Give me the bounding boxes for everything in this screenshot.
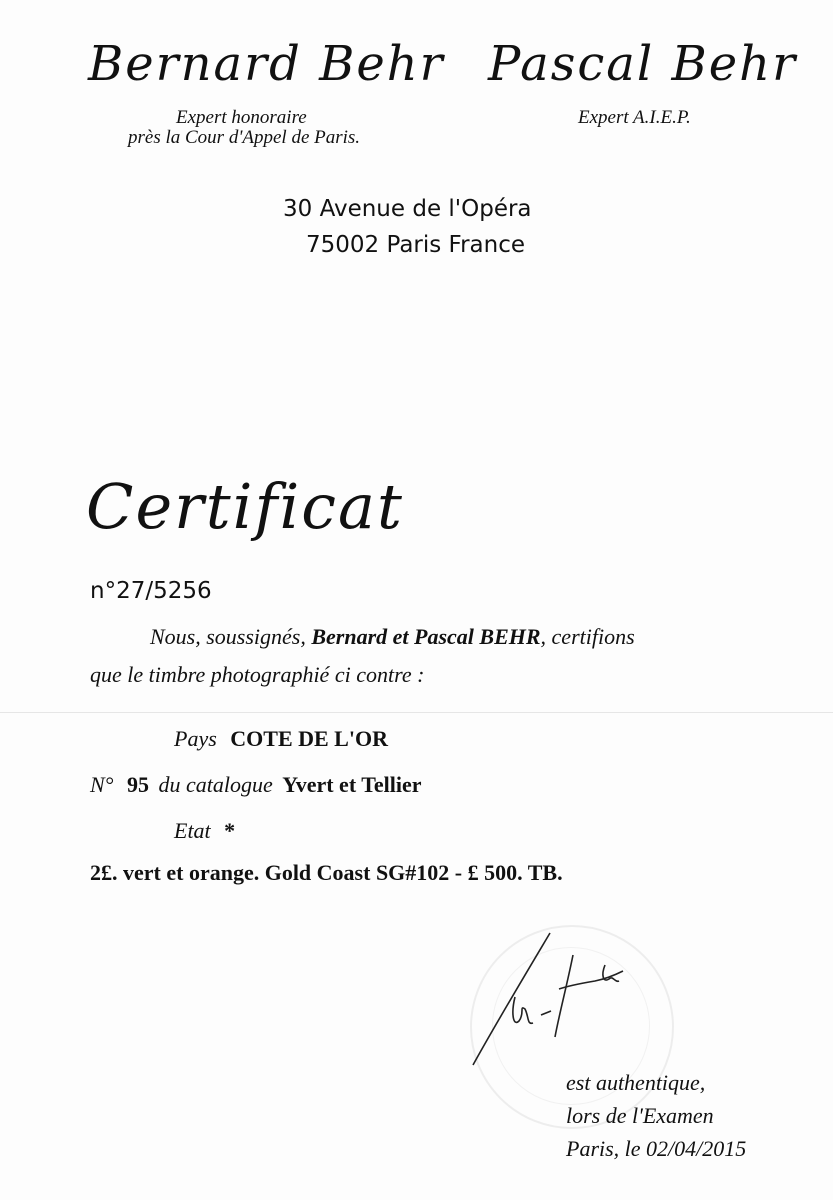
pays-label: Pays bbox=[174, 726, 217, 751]
number-label: N° bbox=[90, 772, 114, 797]
footer-line-3: Paris, le 02/04/2015 bbox=[566, 1136, 747, 1161]
address-line-2: 75002 Paris France bbox=[306, 232, 526, 258]
footer-line-2: lors de l'Examen bbox=[566, 1103, 714, 1128]
experts-names: Bernard et Pascal BEHR bbox=[311, 624, 541, 649]
footer-line-1: est authentique, bbox=[566, 1070, 706, 1095]
intro-line-2: que le timbre photographié ci contre : bbox=[90, 662, 425, 687]
bernard-behr-name: Bernard Behr bbox=[88, 36, 445, 92]
pays-row bbox=[174, 726, 388, 752]
catalogue-value: Yvert et Tellier bbox=[282, 772, 422, 797]
catalogue-label: du catalogue bbox=[158, 772, 273, 797]
certificate-heading: Certificat bbox=[86, 470, 404, 543]
etat-value: * bbox=[224, 818, 236, 843]
pays-value: COTE DE L'OR bbox=[230, 726, 388, 751]
handwritten-signature bbox=[455, 925, 635, 1075]
paper-fold-line bbox=[0, 712, 833, 713]
pascal-behr-name: Pascal Behr bbox=[488, 36, 798, 92]
left-title-line-2: près la Cour d'Appel de Paris. bbox=[128, 127, 361, 148]
intro-line-1 bbox=[150, 624, 635, 650]
catalogue-row bbox=[90, 772, 422, 798]
right-title: Expert A.I.E.P. bbox=[578, 107, 691, 128]
intro-text-a: Nous, soussignés, bbox=[150, 624, 312, 649]
etat-row bbox=[174, 818, 235, 844]
etat-label: Etat bbox=[174, 818, 211, 843]
certificate-number: n°27/5256 bbox=[90, 578, 212, 604]
number-value: 95 bbox=[126, 772, 149, 797]
intro-text-c: , certifions bbox=[540, 624, 635, 649]
left-title-line-1: Expert honoraire bbox=[176, 107, 307, 128]
address-line-1: 30 Avenue de l'Opéra bbox=[283, 196, 532, 222]
stamp-description: 2£. vert et orange. Gold Coast SG#102 - £ 500. TB. bbox=[90, 860, 563, 885]
